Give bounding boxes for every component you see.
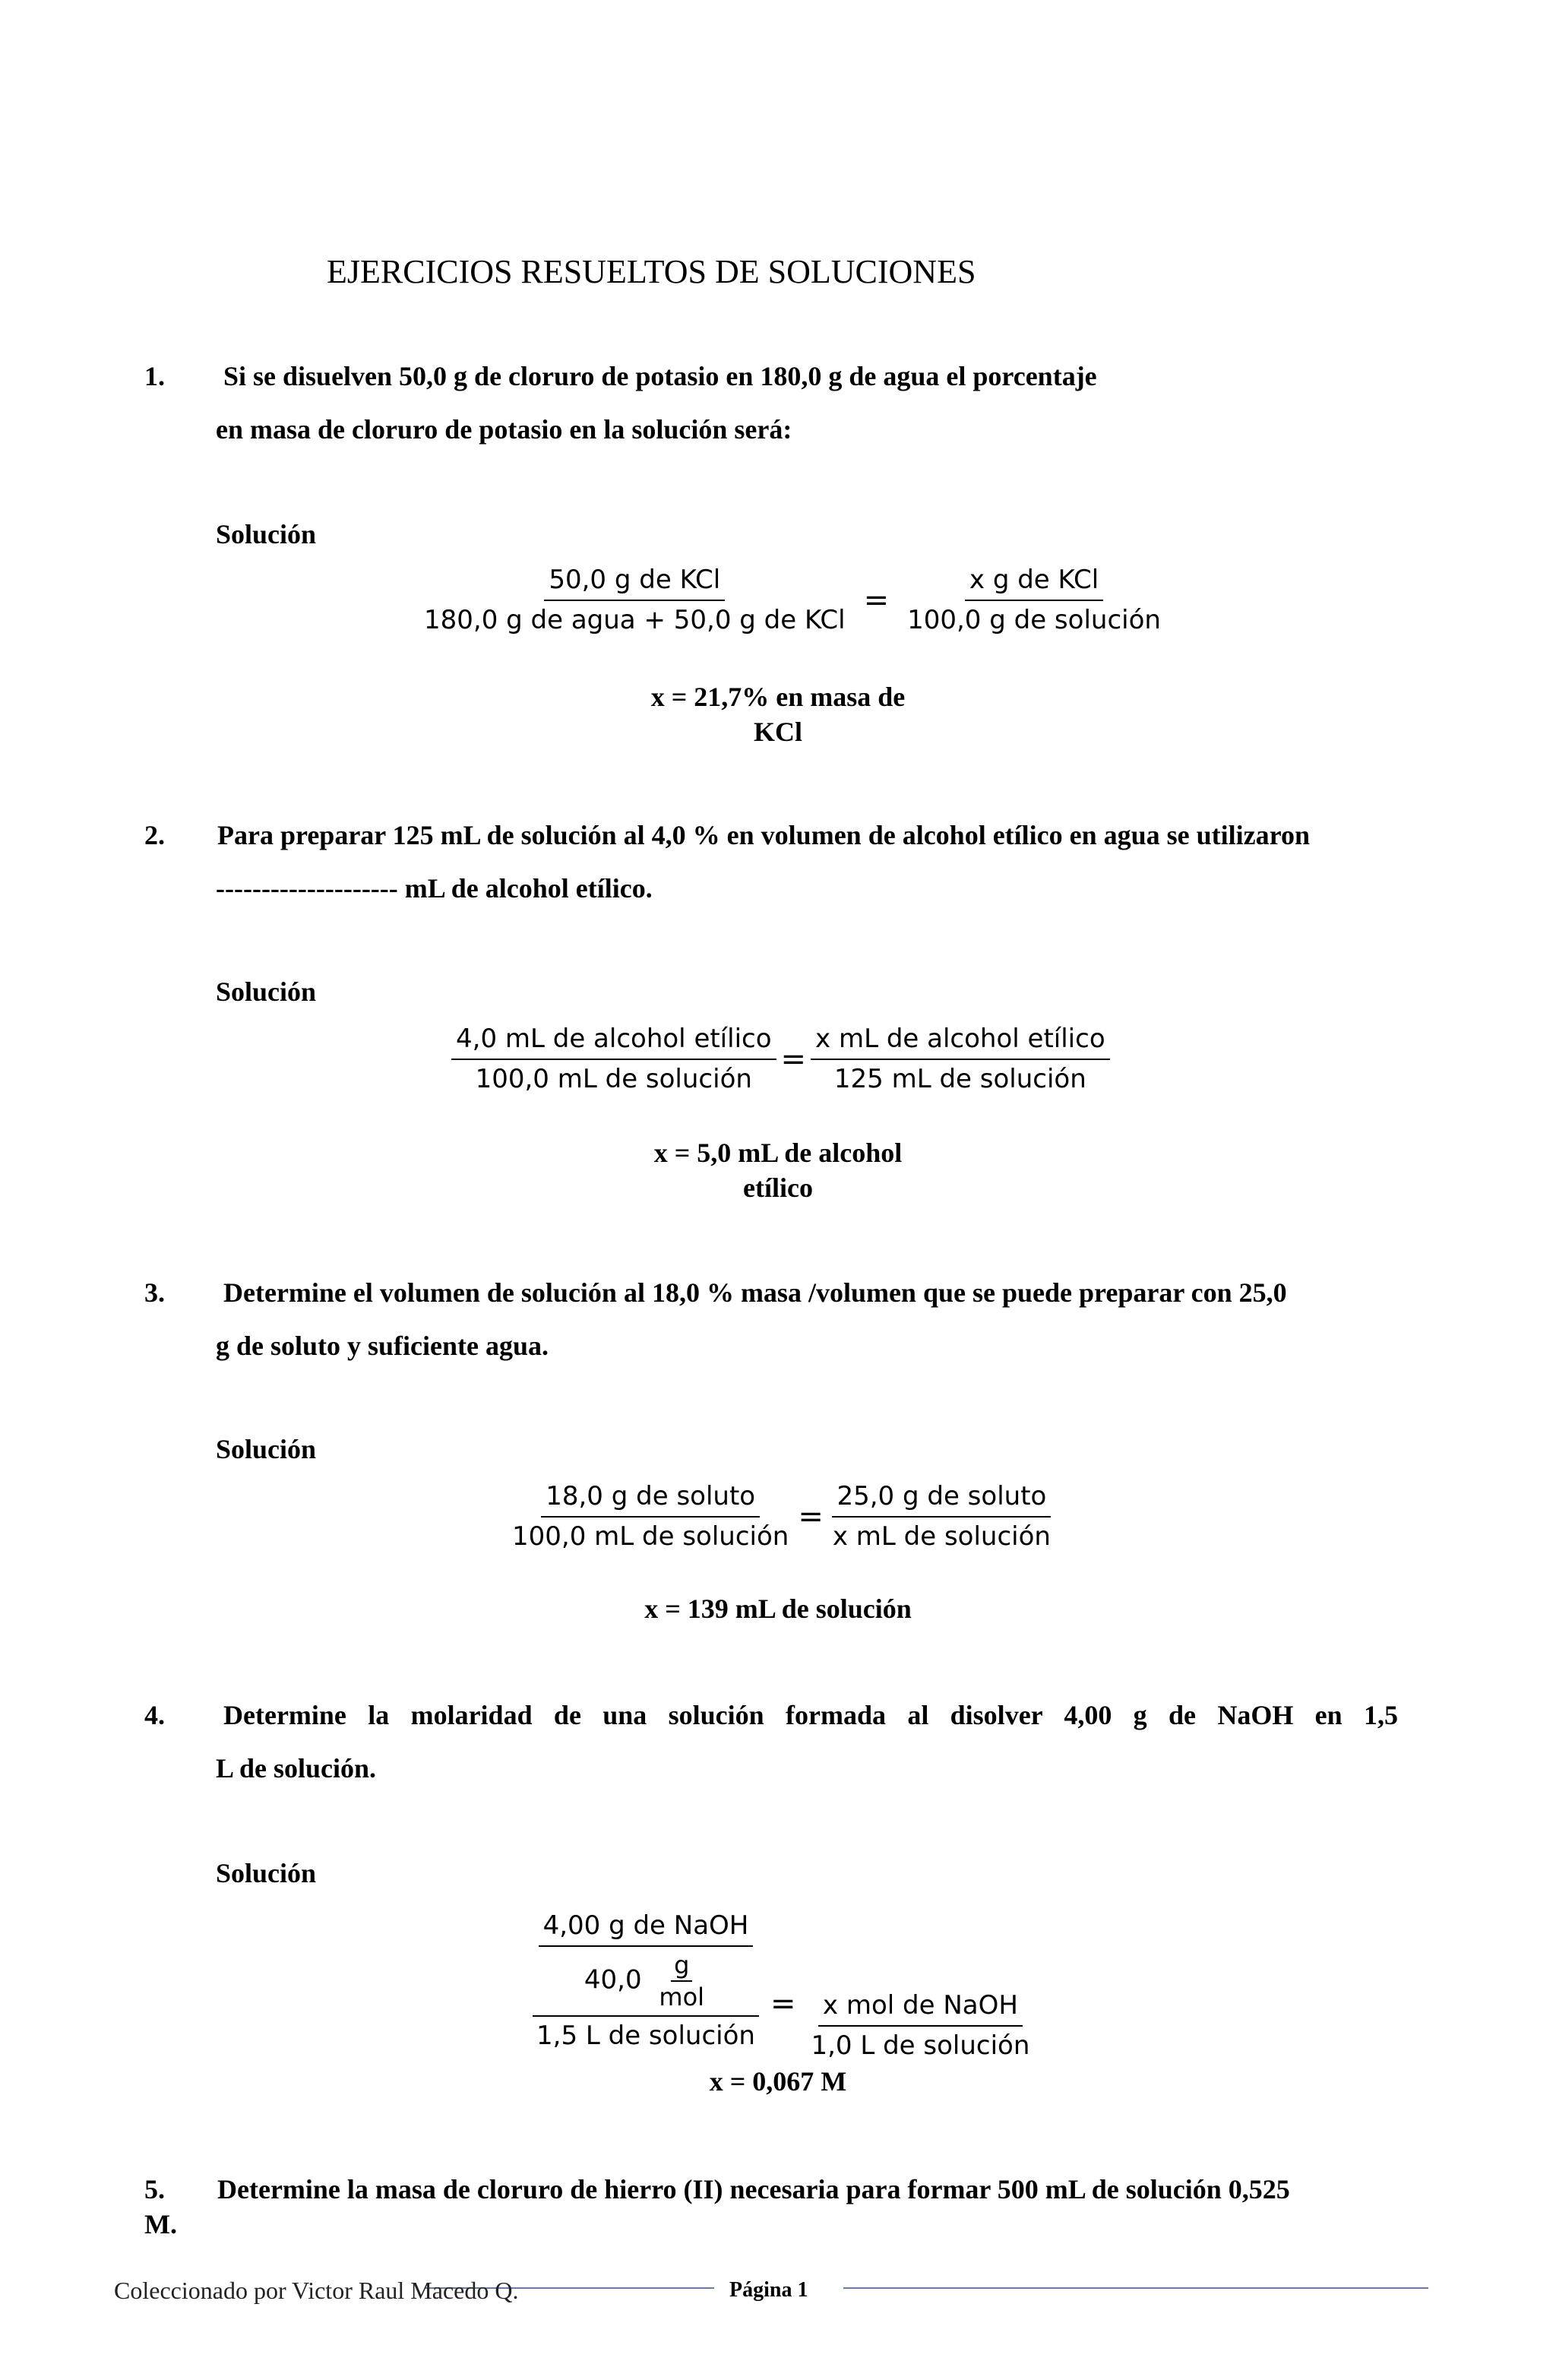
question-4-line-1: Determine la molaridad de una solución formada al disolver 4,00 g de NaOH en 1,5 xyxy=(223,1700,1398,1730)
equation-2-left-numerator: 4,0 mL de alcohol etílico xyxy=(451,1023,776,1060)
equation-3 xyxy=(508,1480,1055,1552)
solution-label-2: Solución xyxy=(216,976,317,1007)
equation-4-right-fraction xyxy=(806,1989,1034,2062)
equation-2-left-fraction xyxy=(451,1023,776,1095)
equation-1-right-denominator: 100,0 g de solución xyxy=(907,604,1161,635)
equation-4-mass: 4,00 g de NaOH xyxy=(539,1910,754,1947)
question-5-line-2: M. xyxy=(144,2209,177,2239)
equation-3-left-fraction xyxy=(508,1480,793,1552)
question-5-line-1: Determine la masa de cloruro de hierro (II) necesaria para formar 500 mL de solución 0,525 xyxy=(217,2174,1290,2204)
answer-3: x = 139 mL de solución xyxy=(644,1594,912,1624)
equals-sign: = xyxy=(798,1499,824,1534)
question-2-line-1: Para preparar 125 mL de solución al 4,0 % en volumen de alcohol etílico en agua se utilizaron xyxy=(217,820,1310,850)
solution-label-1: Solución xyxy=(216,519,317,549)
equation-3-right-fraction xyxy=(828,1480,1055,1552)
footer-page-number: Página 1 xyxy=(729,2278,808,2302)
equals-sign: = xyxy=(770,1986,796,2021)
equals-sign: = xyxy=(863,582,890,618)
equation-1 xyxy=(419,564,1165,636)
question-4-line-2: L de solución. xyxy=(216,1753,377,1783)
equation-1-left-denominator: 180,0 g de agua + 50,0 g de KCl xyxy=(424,604,846,635)
equation-1-left-fraction xyxy=(419,564,850,636)
equation-4-left-fraction xyxy=(532,1910,760,2052)
answer-4: x = 0,067 M xyxy=(709,2066,847,2097)
equation-1-right-fraction xyxy=(903,564,1165,636)
equation-4-molar-fraction xyxy=(539,1910,754,2012)
question-5-number: 5. xyxy=(144,2174,165,2204)
equation-3-right-numerator: 25,0 g de soluto xyxy=(832,1480,1051,1518)
answer-1-line-1: x = 21,7% en masa de xyxy=(650,682,906,712)
equation-2-right-numerator: x mL de alcohol etílico xyxy=(811,1023,1110,1060)
equation-4-left-denominator: 1,5 L de solución xyxy=(536,2020,755,2051)
question-1-number: 1. xyxy=(144,361,165,391)
equation-1-left-numerator: 50,0 g de KCl xyxy=(544,564,725,601)
answer-1-line-2: KCl xyxy=(753,717,802,747)
question-1-line-2: en masa de cloruro de potasio en la solución será: xyxy=(216,414,792,445)
equals-sign: = xyxy=(780,1041,807,1077)
equation-3-left-denominator: 100,0 mL de solución xyxy=(512,1521,789,1552)
equation-4-right-denominator: 1,0 L de solución xyxy=(811,2030,1030,2061)
equation-4-molar-coefficient: 40,0 xyxy=(584,1964,642,1995)
equation-4-right-numerator: x mol de NaOH xyxy=(818,1989,1023,2027)
question-3-number: 3. xyxy=(144,1277,165,1308)
footer-rule-right xyxy=(843,2287,1428,2289)
question-3-line-1: Determine el volumen de solución al 18,0 % masa /volumen que se puede preparar con 25,0 xyxy=(223,1277,1287,1308)
equation-2-right-fraction xyxy=(811,1023,1110,1095)
equation-1-right-numerator: x g de KCl xyxy=(965,564,1103,601)
question-4-number: 4. xyxy=(144,1700,165,1730)
page-title: EJERCICIOS RESUELTOS DE SOLUCIONES xyxy=(327,253,976,290)
footer-author: Coleccionado por Victor Raul Macedo Q. xyxy=(114,2277,519,2304)
equation-3-right-denominator: x mL de solución xyxy=(832,1521,1051,1552)
question-2-number: 2. xyxy=(144,820,165,850)
equation-4-unit-fraction xyxy=(656,1950,707,2012)
question-1-line-1: Si se disuelven 50,0 g de cloruro de potasio en 180,0 g de agua el porcentaje xyxy=(223,361,1097,391)
solution-label-4: Solución xyxy=(216,1858,317,1888)
equation-3-left-numerator: 18,0 g de soluto xyxy=(541,1480,760,1518)
equation-2-left-denominator: 100,0 mL de solución xyxy=(475,1063,752,1094)
equation-2-right-denominator: 125 mL de solución xyxy=(833,1063,1086,1094)
answer-2-line-1: x = 5,0 mL de alcohol xyxy=(653,1138,903,1168)
equation-4-unit-denominator: mol xyxy=(659,1982,705,2011)
question-2-line-2: -------------------- mL de alcohol etílico. xyxy=(216,873,653,904)
solution-label-3: Solución xyxy=(216,1434,317,1464)
equation-4 xyxy=(532,1900,1034,2062)
equation-4-molar-mass xyxy=(580,1947,712,2012)
question-3-line-2: g de soluto y suficiente agua. xyxy=(216,1331,549,1361)
answer-2-line-2: etílico xyxy=(743,1173,813,1203)
equation-2 xyxy=(451,1023,1110,1095)
equation-4-left-numerator xyxy=(533,1910,760,2017)
equation-4-unit-numerator: g xyxy=(671,1950,692,1982)
